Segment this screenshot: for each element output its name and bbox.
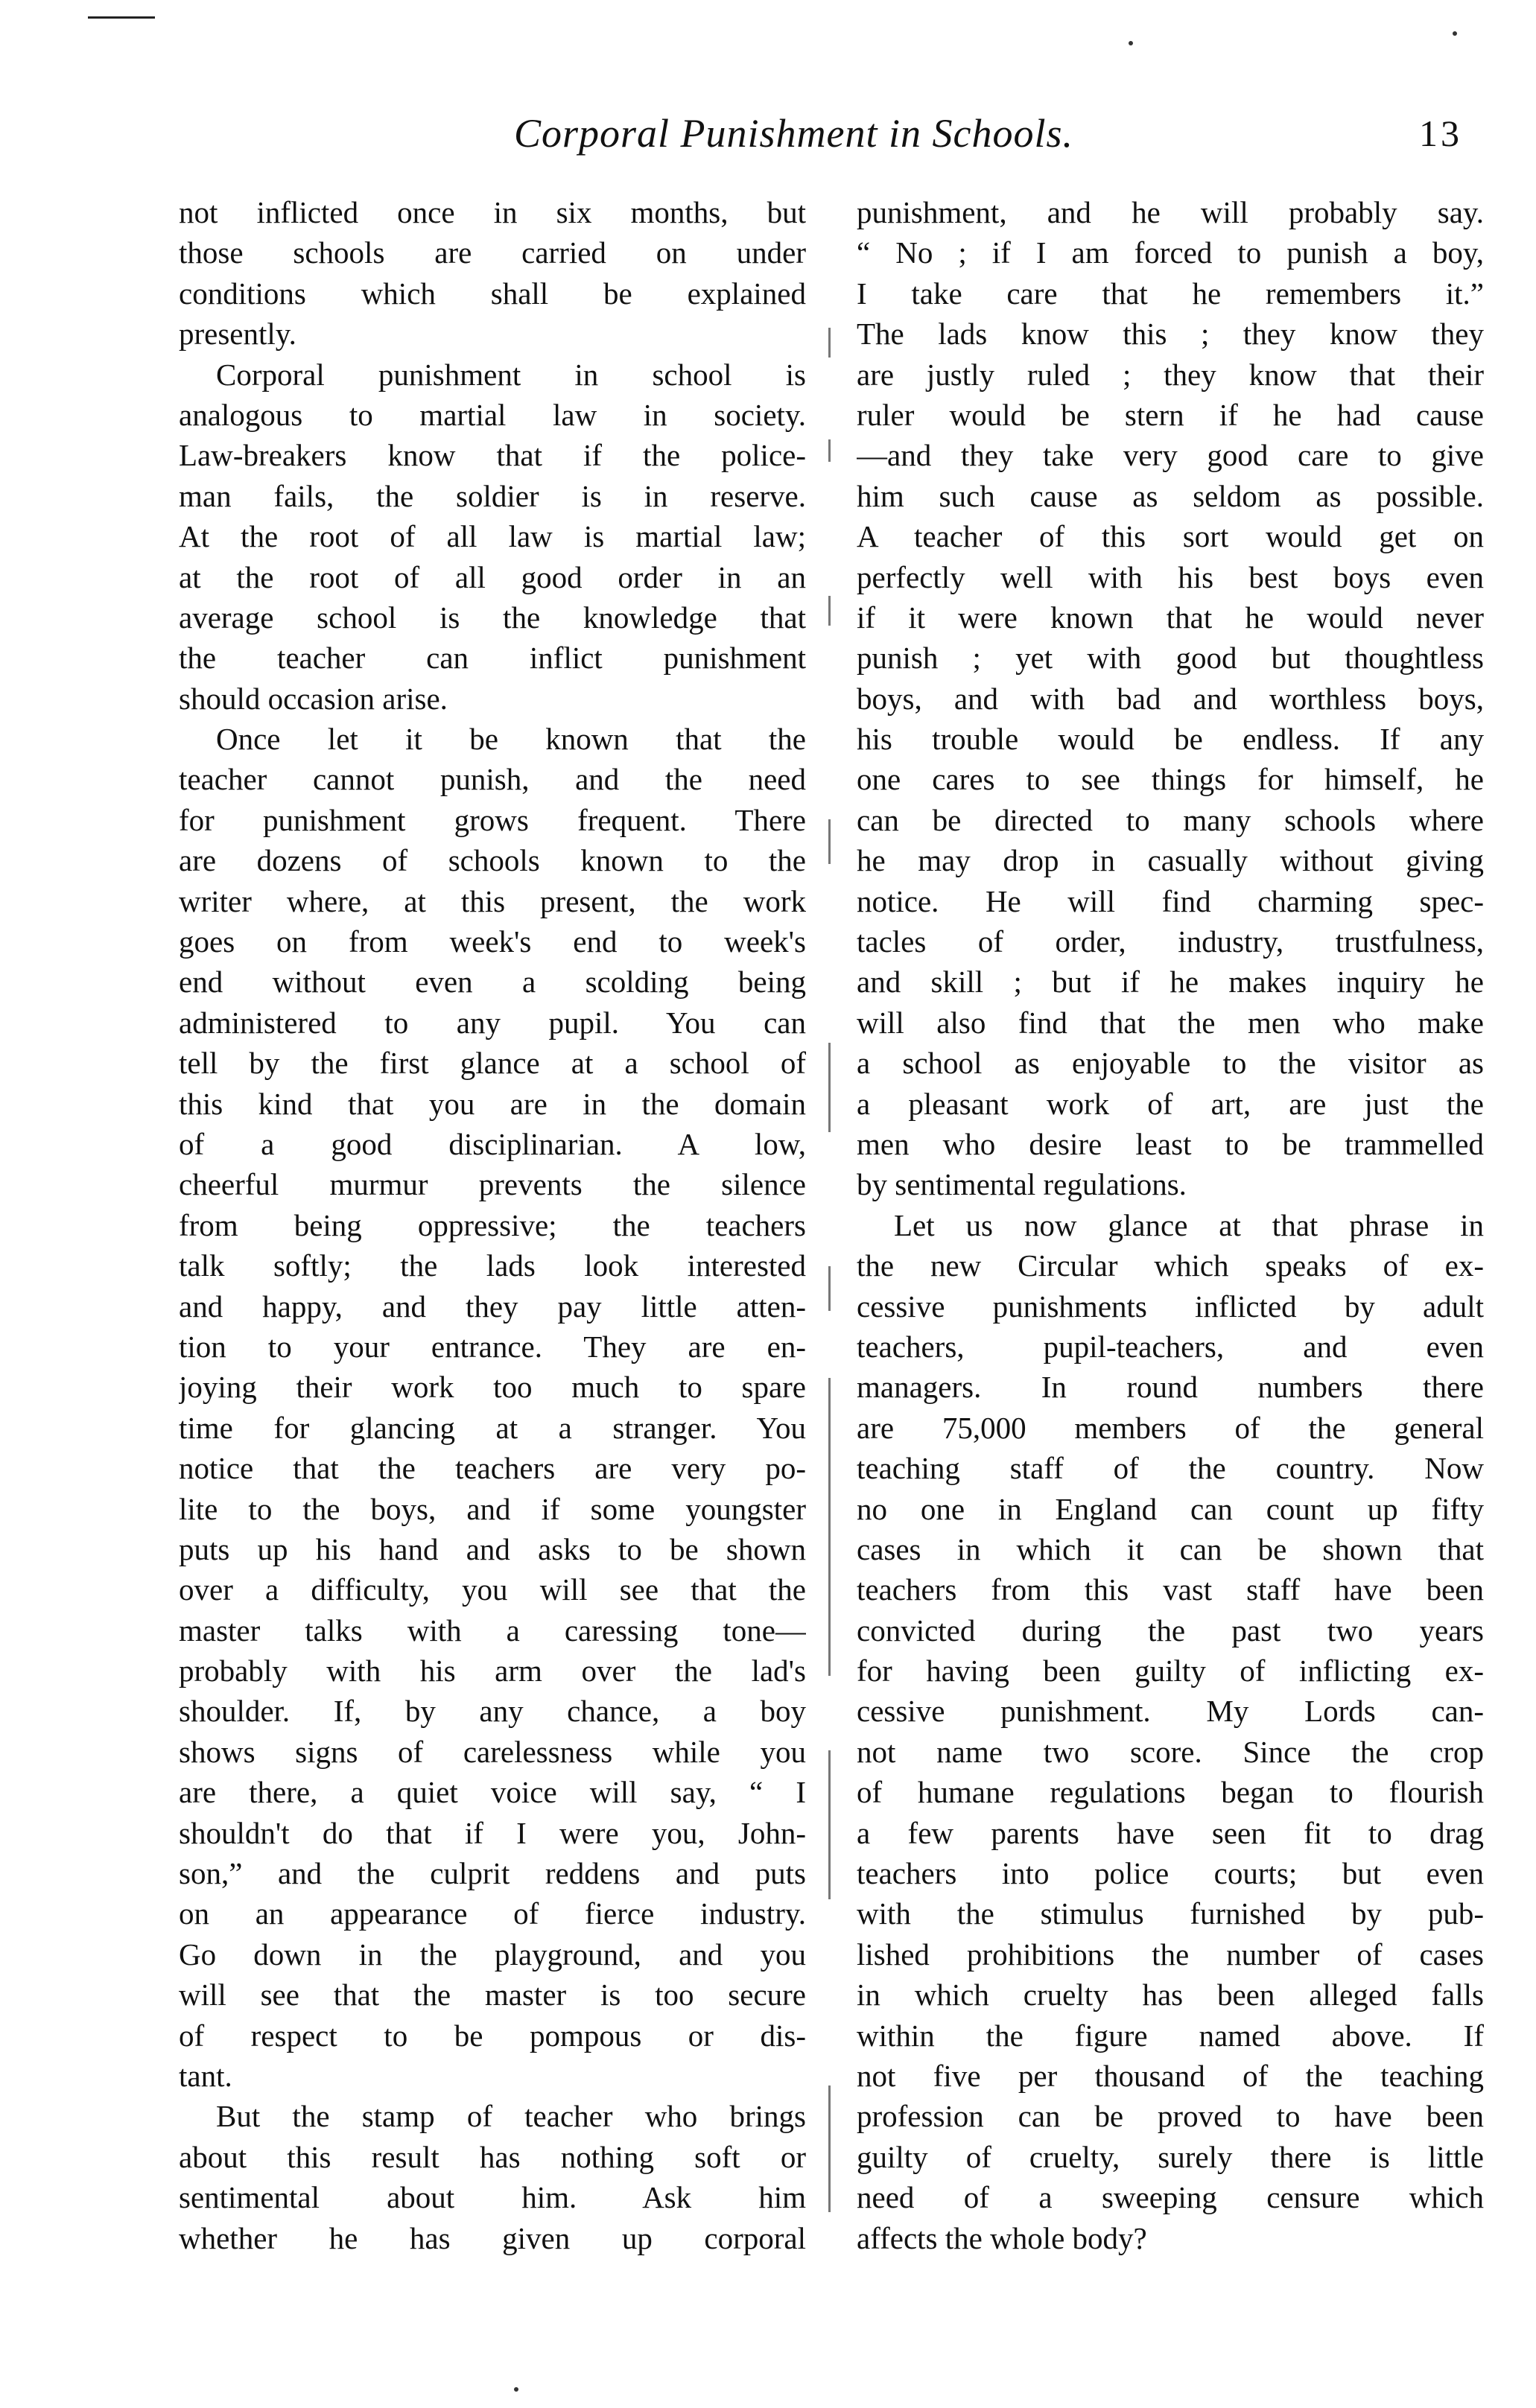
text-line: end without even a scolding being — [179, 965, 806, 1000]
text-line: not five per thousand of the teaching — [857, 2058, 1484, 2093]
column-divider — [828, 439, 831, 462]
text-line: he may drop in casually without giving — [857, 843, 1484, 878]
text-line: not inflicted once in six months, but — [179, 195, 806, 229]
running-title: Corporal Punishment in Schools. — [514, 111, 1074, 156]
right-text-column — [857, 192, 1484, 2258]
text-line: Go down in the playground, and you — [179, 1937, 806, 1972]
print-speck — [1453, 31, 1457, 36]
column-divider — [828, 1043, 831, 1132]
text-line: tell by the first glance at a school of — [179, 1046, 806, 1081]
text-line: are justly ruled ; they know that their — [857, 357, 1484, 392]
column-divider — [828, 819, 831, 864]
text-line: the teacher can inflict punishment — [179, 641, 806, 676]
text-line: administered to any pupil. You can — [179, 1005, 806, 1040]
print-speck — [1129, 41, 1133, 45]
text-line: cessive punishment. My Lords can- — [857, 1694, 1484, 1729]
text-line: his trouble would be endless. If any — [857, 722, 1484, 757]
text-line: managers. In round numbers there — [857, 1370, 1484, 1405]
column-divider — [828, 1378, 831, 1676]
text-line: profession can be proved to have been — [857, 2099, 1484, 2134]
text-line: will also find that the men who make — [857, 1005, 1484, 1040]
text-line: those schools are carried on under — [179, 235, 806, 270]
page-number: 13 — [1419, 112, 1462, 154]
text-line: conditions which shall be explained — [179, 276, 806, 311]
text-line: notice that the teachers are very po- — [179, 1451, 806, 1486]
text-line: puts up his hand and asks to be shown — [179, 1531, 806, 1566]
text-line: from being oppressive; the teachers — [179, 1207, 806, 1242]
text-line: presently. — [179, 317, 296, 352]
print-speck — [514, 2387, 518, 2392]
column-divider — [828, 2085, 831, 2212]
text-line: can be directed to many schools where — [857, 802, 1484, 837]
text-line: and happy, and they pay little atten- — [179, 1289, 806, 1324]
text-line: a pleasant work of art, are just the — [857, 1086, 1484, 1121]
text-line: Corporal punishment in school is — [216, 357, 806, 392]
text-line: with the stimulus furnished by pub- — [857, 1896, 1484, 1931]
text-line: one cares to see things for himself, he — [857, 762, 1484, 797]
text-line: joying their work too much to spare — [179, 1370, 806, 1405]
text-line: by sentimental regulations. — [857, 1167, 1187, 1202]
top-rule — [88, 16, 155, 19]
text-line: talk softly; the lads look interested — [179, 1248, 806, 1283]
text-line: are 75,000 members of the general — [857, 1410, 1484, 1445]
column-divider — [828, 1750, 831, 1899]
text-line: writer where, at this present, the work — [179, 883, 806, 918]
text-line: shoulder. If, by any chance, a boy — [179, 1694, 806, 1729]
text-line: cheerful murmur prevents the silence — [179, 1167, 806, 1202]
text-line: a few parents have seen fit to drag — [857, 1815, 1484, 1850]
text-line: guilty of cruelty, surely there is little — [857, 2139, 1484, 2174]
text-line: not name two score. Since the crop — [857, 1734, 1484, 1769]
text-line: tant. — [179, 2058, 232, 2093]
text-line: sentimental about him. Ask him — [179, 2180, 806, 2215]
text-line: for having been guilty of inflicting ex- — [857, 1653, 1484, 1689]
text-line: Once let it be known that the — [216, 722, 806, 757]
text-line: At the root of all law is martial law; — [179, 519, 806, 554]
text-line: are dozens of schools known to the — [179, 843, 806, 878]
text-line: punish ; yet with good but thoughtless — [857, 641, 1484, 676]
text-line: average school is the knowledge that — [179, 600, 806, 635]
text-line: lite to the boys, and if some youngster — [179, 1491, 806, 1526]
text-line: within the figure named above. If — [857, 2018, 1484, 2053]
text-line: probably with his arm over the lad's — [179, 1653, 806, 1689]
text-line: and skill ; but if he makes inquiry he — [857, 965, 1484, 1000]
text-line: in which cruelty has been alleged falls — [857, 1977, 1484, 2013]
text-line: master talks with a caressing tone— — [179, 1613, 806, 1648]
text-line: Law-breakers know that if the police- — [179, 438, 806, 473]
text-line: about this result has nothing soft or — [179, 2139, 806, 2174]
text-line: shouldn't do that if I were you, John- — [179, 1815, 806, 1850]
text-line: on an appearance of fierce industry. — [179, 1896, 806, 1931]
text-line: ruler would be stern if he had cause — [857, 397, 1484, 432]
text-line: The lads know this ; they know they — [857, 317, 1484, 352]
text-line: analogous to martial law in society. — [179, 397, 806, 432]
text-line: of respect to be pompous or dis- — [179, 2018, 806, 2053]
text-line: men who desire least to be trammelled — [857, 1126, 1484, 1161]
column-divider — [828, 328, 831, 358]
text-line: A teacher of this sort would get on — [857, 519, 1484, 554]
text-line: teachers into police courts; but even — [857, 1856, 1484, 1891]
text-line: tacles of order, industry, trustfulness, — [857, 924, 1484, 959]
text-line: perfectly well with his best boys even — [857, 559, 1484, 594]
text-line: —and they take very good care to give — [857, 438, 1484, 473]
text-line: “ No ; if I am forced to punish a boy, — [857, 235, 1484, 270]
text-line: should occasion arise. — [179, 681, 448, 716]
text-line: if it were known that he would never — [857, 600, 1484, 635]
text-line: this kind that you are in the domain — [179, 1086, 806, 1121]
text-line: are there, a quiet voice will say, “ I — [179, 1775, 806, 1810]
text-line: tion to your entrance. They are en- — [179, 1329, 806, 1364]
text-line: over a difficulty, you will see that the — [179, 1572, 806, 1607]
text-line: him such cause as seldom as possible. — [857, 478, 1484, 513]
text-line: time for glancing at a stranger. You — [179, 1410, 806, 1445]
text-line: punishment, and he will probably say. — [857, 195, 1484, 229]
text-line: at the root of all good order in an — [179, 559, 806, 594]
text-line: cases in which it can be shown that — [857, 1531, 1484, 1566]
text-line: affects the whole body? — [857, 2220, 1147, 2255]
text-line: But the stamp of teacher who brings — [216, 2099, 806, 2134]
text-line: whether he has given up corporal — [179, 2220, 806, 2255]
text-line: of a good disciplinarian. A low, — [179, 1126, 806, 1161]
text-line: for punishment grows frequent. There — [179, 802, 806, 837]
text-line: convicted during the past two years — [857, 1613, 1484, 1648]
text-line: teachers, pupil-teachers, and even — [857, 1329, 1484, 1364]
text-line: a school as enjoyable to the visitor as — [857, 1046, 1484, 1081]
text-line: notice. He will find charming spec- — [857, 883, 1484, 918]
text-line: of humane regulations began to flourish — [857, 1775, 1484, 1810]
text-line: son,” and the culprit reddens and puts — [179, 1856, 806, 1891]
text-line: I take care that he remembers it.” — [857, 276, 1484, 311]
text-line: shows signs of carelessness while you — [179, 1734, 806, 1769]
text-line: man fails, the soldier is in reserve. — [179, 478, 806, 513]
column-divider — [828, 596, 831, 626]
text-line: will see that the master is too secure — [179, 1977, 806, 2013]
column-divider — [828, 1266, 831, 1311]
text-line: teachers from this vast staff have been — [857, 1572, 1484, 1607]
text-line: the new Circular which speaks of ex- — [857, 1248, 1484, 1283]
text-line: goes on from week's end to week's — [179, 924, 806, 959]
text-line: no one in England can count up fifty — [857, 1491, 1484, 1526]
text-line: Let us now glance at that phrase in — [894, 1207, 1484, 1242]
text-line: need of a sweeping censure which — [857, 2180, 1484, 2215]
text-line: boys, and with bad and worthless boys, — [857, 681, 1484, 716]
text-line: teaching staff of the country. Now — [857, 1451, 1484, 1486]
left-text-column — [179, 192, 806, 2258]
text-line: lished prohibitions the number of cases — [857, 1937, 1484, 1972]
text-line: cessive punishments inflicted by adult — [857, 1289, 1484, 1324]
text-line: teacher cannot punish, and the need — [179, 762, 806, 797]
